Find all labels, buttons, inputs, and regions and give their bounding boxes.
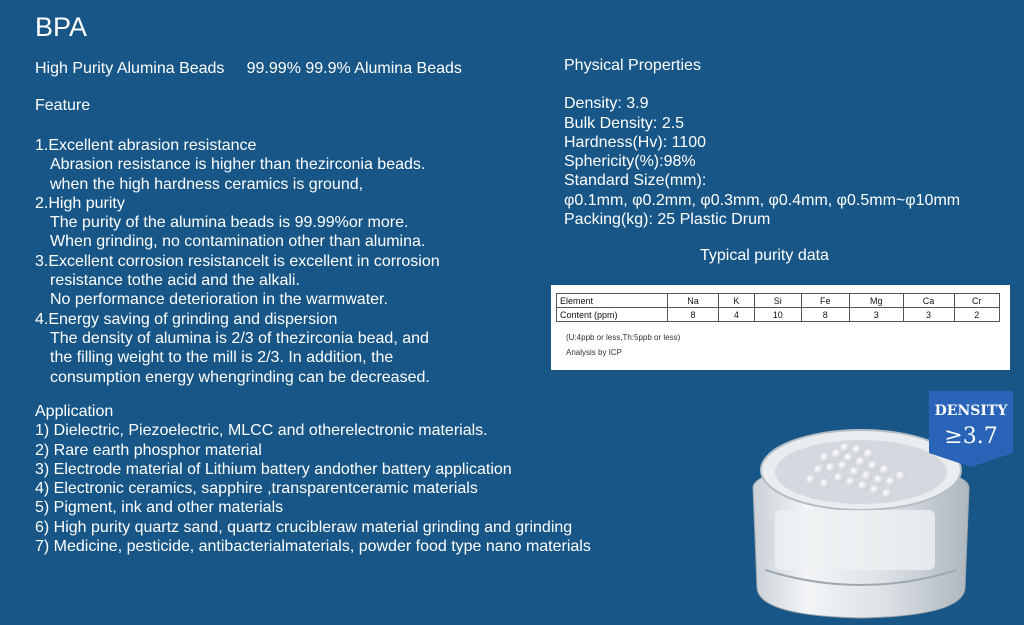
property-line: Standard Size(mm): <box>564 172 707 190</box>
value-cell: 3 <box>849 308 903 322</box>
page-title: BPA <box>35 12 88 42</box>
application-item: 4) Electronic ceramics, sapphire ,transparentceramic materials <box>35 480 478 498</box>
purity-table-card <box>551 285 1010 370</box>
badge-value: ≥3.7 <box>944 424 998 449</box>
feature-4-line: the filling weight to the mill is 2/3. In addition, the <box>50 349 394 367</box>
application-item: 2) Rare earth phosphor material <box>35 441 262 459</box>
application-item: 1) Dielectric, Piezoelectric, MLCC and otherelectronic materials. <box>35 422 488 440</box>
feature-4-line: consumption energy whengrinding can be decreased. <box>50 368 430 386</box>
row-label: Content (ppm) <box>557 308 668 322</box>
element-cell: Fe <box>801 294 849 308</box>
feature-3-line: No performance deterioration in the warmwater. <box>50 291 388 309</box>
feature-3-line: resistance tothe acid and the alkali. <box>50 272 300 290</box>
physical-properties <box>564 56 960 229</box>
purity-analysis-note: Analysis by ICP <box>566 348 623 357</box>
element-cell: Cr <box>954 294 999 308</box>
value-cell: 10 <box>754 308 801 322</box>
property-line: Hardness(Hv): 1100 <box>564 133 706 151</box>
application-item: 6) High purity quartz sand, quartz crucibleraw material grinding and grinding <box>35 518 573 536</box>
property-line: Sphericity(%):98% <box>564 153 696 171</box>
application-section <box>35 402 591 556</box>
property-line: Packing(kg): 25 Plastic Drum <box>564 211 771 229</box>
value-cell: 8 <box>668 308 719 322</box>
element-cell: Ca <box>903 294 954 308</box>
element-cell: K <box>718 294 754 308</box>
element-cell: Mg <box>849 294 903 308</box>
property-line: Bulk Density: 2.5 <box>564 114 685 132</box>
feature-1-line: Abrasion resistance is higher than thezirconia beads. <box>50 156 426 174</box>
table-header-row <box>557 294 1000 308</box>
application-heading: Application <box>35 403 114 420</box>
purity-table <box>556 293 1000 322</box>
application-item: 5) Pigment, ink and other materials <box>35 499 284 517</box>
feature-2-line: The purity of the alumina beads is 99.99%or more. <box>50 214 409 232</box>
value-cell: 8 <box>801 308 849 322</box>
feature-4-head: 4.Energy saving of grinding and dispersion <box>35 310 338 328</box>
header-label: Element <box>557 294 668 308</box>
application-item: 7) Medicine, pesticide, antibacterialmaterials, powder food type nano materials <box>35 538 591 556</box>
element-cell: Si <box>754 294 801 308</box>
table-row <box>557 308 1000 322</box>
density-badge <box>929 391 1013 467</box>
purity-title: Typical purity data <box>700 247 829 264</box>
value-cell: 2 <box>954 308 999 322</box>
feature-4-line: The density of alumina is 2/3 of thezirconia bead, and <box>50 329 429 347</box>
element-cell: Na <box>668 294 719 308</box>
physical-heading: Physical Properties <box>564 57 701 74</box>
product-subtitle: High Purity Alumina Beads 99.99% 99.9% Alumina Beads <box>35 60 462 77</box>
value-cell: 4 <box>718 308 754 322</box>
feature-3-head: 3.Excellent corrosion resistancelt is excellent in corrosion <box>35 252 440 270</box>
feature-1-head: 1.Excellent abrasion resistance <box>35 137 257 154</box>
feature-2-line: When grinding, no contamination other than alumina. <box>50 233 426 251</box>
feature-2-head: 2.High purity <box>35 194 125 212</box>
feature-list <box>35 136 440 387</box>
badge-label: DENSITY <box>934 403 1008 419</box>
property-line: Density: 3.9 <box>564 95 649 113</box>
property-line: φ0.1mm, φ0.2mm, φ0.3mm, φ0.4mm, φ0.5mm~φ10mm <box>564 191 961 209</box>
feature-heading: Feature <box>35 97 91 114</box>
feature-1-line: when the high hardness ceramics is ground, <box>50 175 364 193</box>
purity-note: (U:4ppb or less,Th:5ppb or less) <box>566 333 681 342</box>
application-item: 3) Electrode material of Lithium battery andother battery application <box>35 460 512 478</box>
value-cell: 3 <box>903 308 954 322</box>
